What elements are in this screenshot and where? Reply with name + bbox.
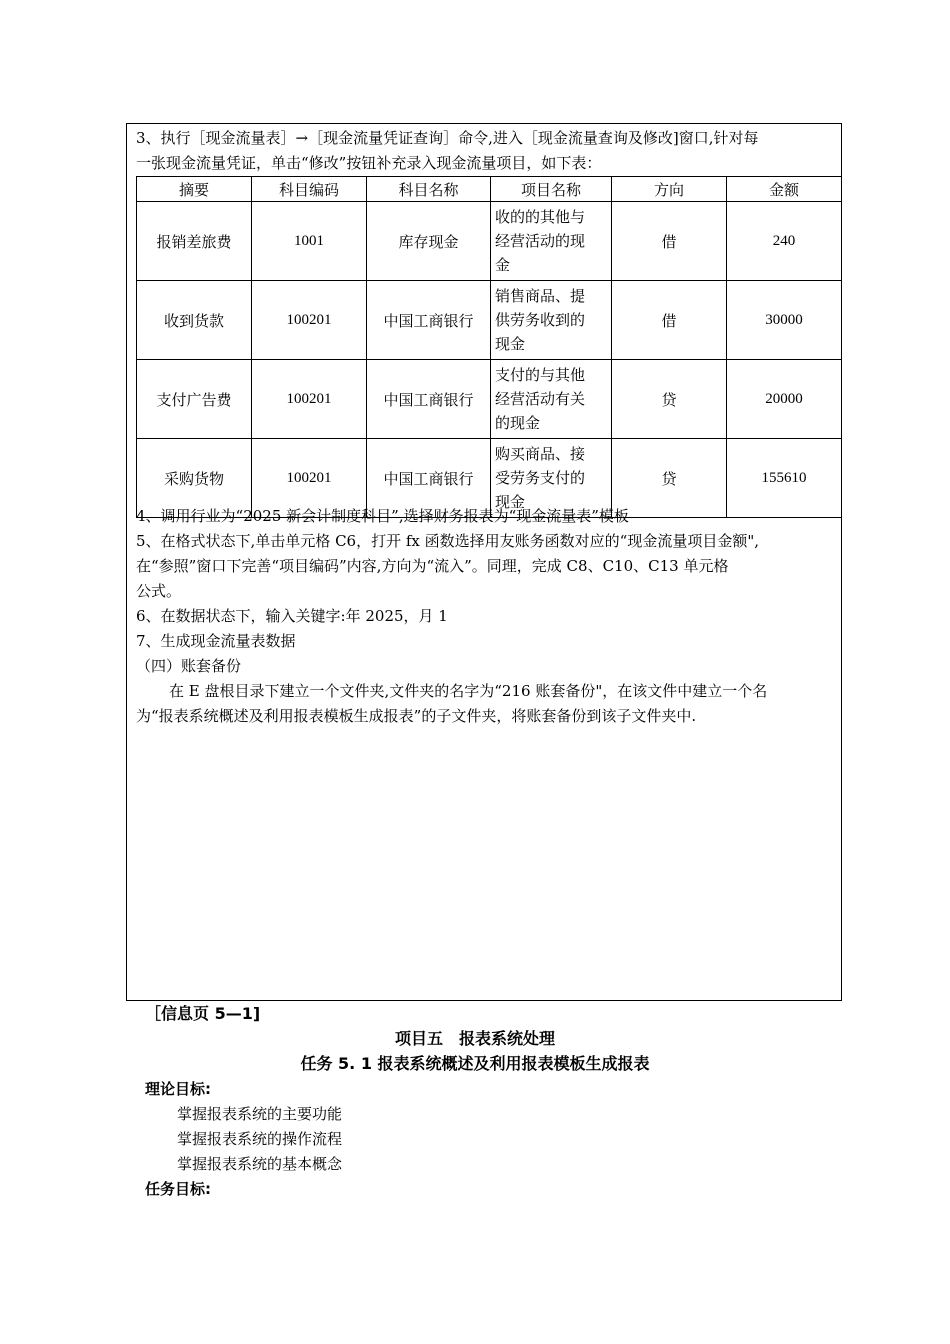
cash-flow-table — [136, 176, 842, 518]
backup-line1: 在 E 盘根目录下建立一个文件夹,文件夹的名字为“216 账套备份"，在该文件中建立一个名 — [169, 682, 768, 700]
cell-direction: 借 — [612, 281, 727, 360]
header-item: 项目名称 — [491, 177, 612, 202]
cell-summary: 采购货物 — [137, 439, 252, 518]
cell-item: 销售商品、提 供劳务收到的 现金 — [491, 281, 612, 360]
header-account: 科目名称 — [367, 177, 491, 202]
backup-title: （四）账套备份 — [136, 657, 242, 675]
step4-text: 4、调用行业为“2025 新会计制度科目”,选择财务报表为“现金流量表”模板 — [136, 507, 629, 525]
theory-goals-label: 理论目标: — [145, 1080, 211, 1098]
cell-summary: 收到货款 — [137, 281, 252, 360]
cell-account: 中国工商银行 — [367, 281, 491, 360]
cell-amount: 240 — [727, 202, 842, 281]
task-title: 任务 5. 1 报表系统概述及利用报表模板生成报表 — [300, 1054, 650, 1073]
cell-summary: 报销差旅费 — [137, 202, 252, 281]
cell-direction: 贷 — [612, 439, 727, 518]
table-header-row — [137, 177, 842, 202]
step5-line3: 公式。 — [136, 582, 182, 600]
cell-account: 库存现金 — [367, 202, 491, 281]
cell-code: 100201 — [252, 439, 367, 518]
cell-code: 1001 — [252, 202, 367, 281]
cell-amount: 30000 — [727, 281, 842, 360]
step5-line2: 在“参照”窗口下完善“项目编码”内容,方向为“流入”。同理，完成 C8、C10、C13 单元格 — [136, 557, 729, 575]
cell-direction: 贷 — [612, 360, 727, 439]
step6-text: 6、在数据状态下，输入关键字:年 2025，月 1 — [136, 607, 448, 625]
cell-account: 中国工商银行 — [367, 439, 491, 518]
theory-goal-item: 掌握报表系统的操作流程 — [177, 1130, 343, 1148]
table-row — [137, 281, 842, 360]
header-code: 科目编码 — [252, 177, 367, 202]
step3-line2: 一张现金流量凭证，单击“修改”按钮补充录入现金流量项目，如下表： — [136, 154, 602, 172]
cell-code: 100201 — [252, 281, 367, 360]
cell-amount: 20000 — [727, 360, 842, 439]
cell-amount: 155610 — [727, 439, 842, 518]
cell-summary: 支付广告费 — [137, 360, 252, 439]
cell-direction: 借 — [612, 202, 727, 281]
cell-item: 支付的与其他 经营活动有关 的现金 — [491, 360, 612, 439]
cell-item: 收的的其他与 经营活动的现 金 — [491, 202, 612, 281]
instruction-frame — [126, 123, 842, 1001]
cell-code: 100201 — [252, 360, 367, 439]
header-summary: 摘要 — [137, 177, 252, 202]
project-title: 项目五 报表系统处理 — [394, 1029, 555, 1048]
theory-goal-item: 掌握报表系统的主要功能 — [177, 1105, 343, 1123]
table-row — [137, 202, 842, 281]
step7-text: 7、生成现金流量表数据 — [136, 632, 296, 650]
backup-line2: 为“报表系统概述及利用报表模板生成报表”的子文件夹，将账套备份到该子文件夹中. — [136, 707, 697, 725]
header-amount: 金额 — [727, 177, 842, 202]
cell-item: 购买商品、接 受劳务支付的 现金 — [491, 439, 612, 518]
step5-line1: 5、在格式状态下,单击单元格 C6，打开 fx 函数选择用友账务函数对应的“现金流量项目金额", — [136, 532, 759, 550]
step3-line1: 3、执行［现金流量表］→［现金流量凭证查询］命令,进入［现金流量查询及修改]窗口,针对每 — [136, 129, 759, 147]
table-row — [137, 360, 842, 439]
cell-account: 中国工商银行 — [367, 360, 491, 439]
theory-goal-item: 掌握报表系统的基本概念 — [177, 1155, 343, 1173]
task-goals-label: 任务目标: — [145, 1180, 211, 1198]
info-page-tag: ［信息页 5—1] — [145, 1004, 261, 1023]
header-direction: 方向 — [612, 177, 727, 202]
